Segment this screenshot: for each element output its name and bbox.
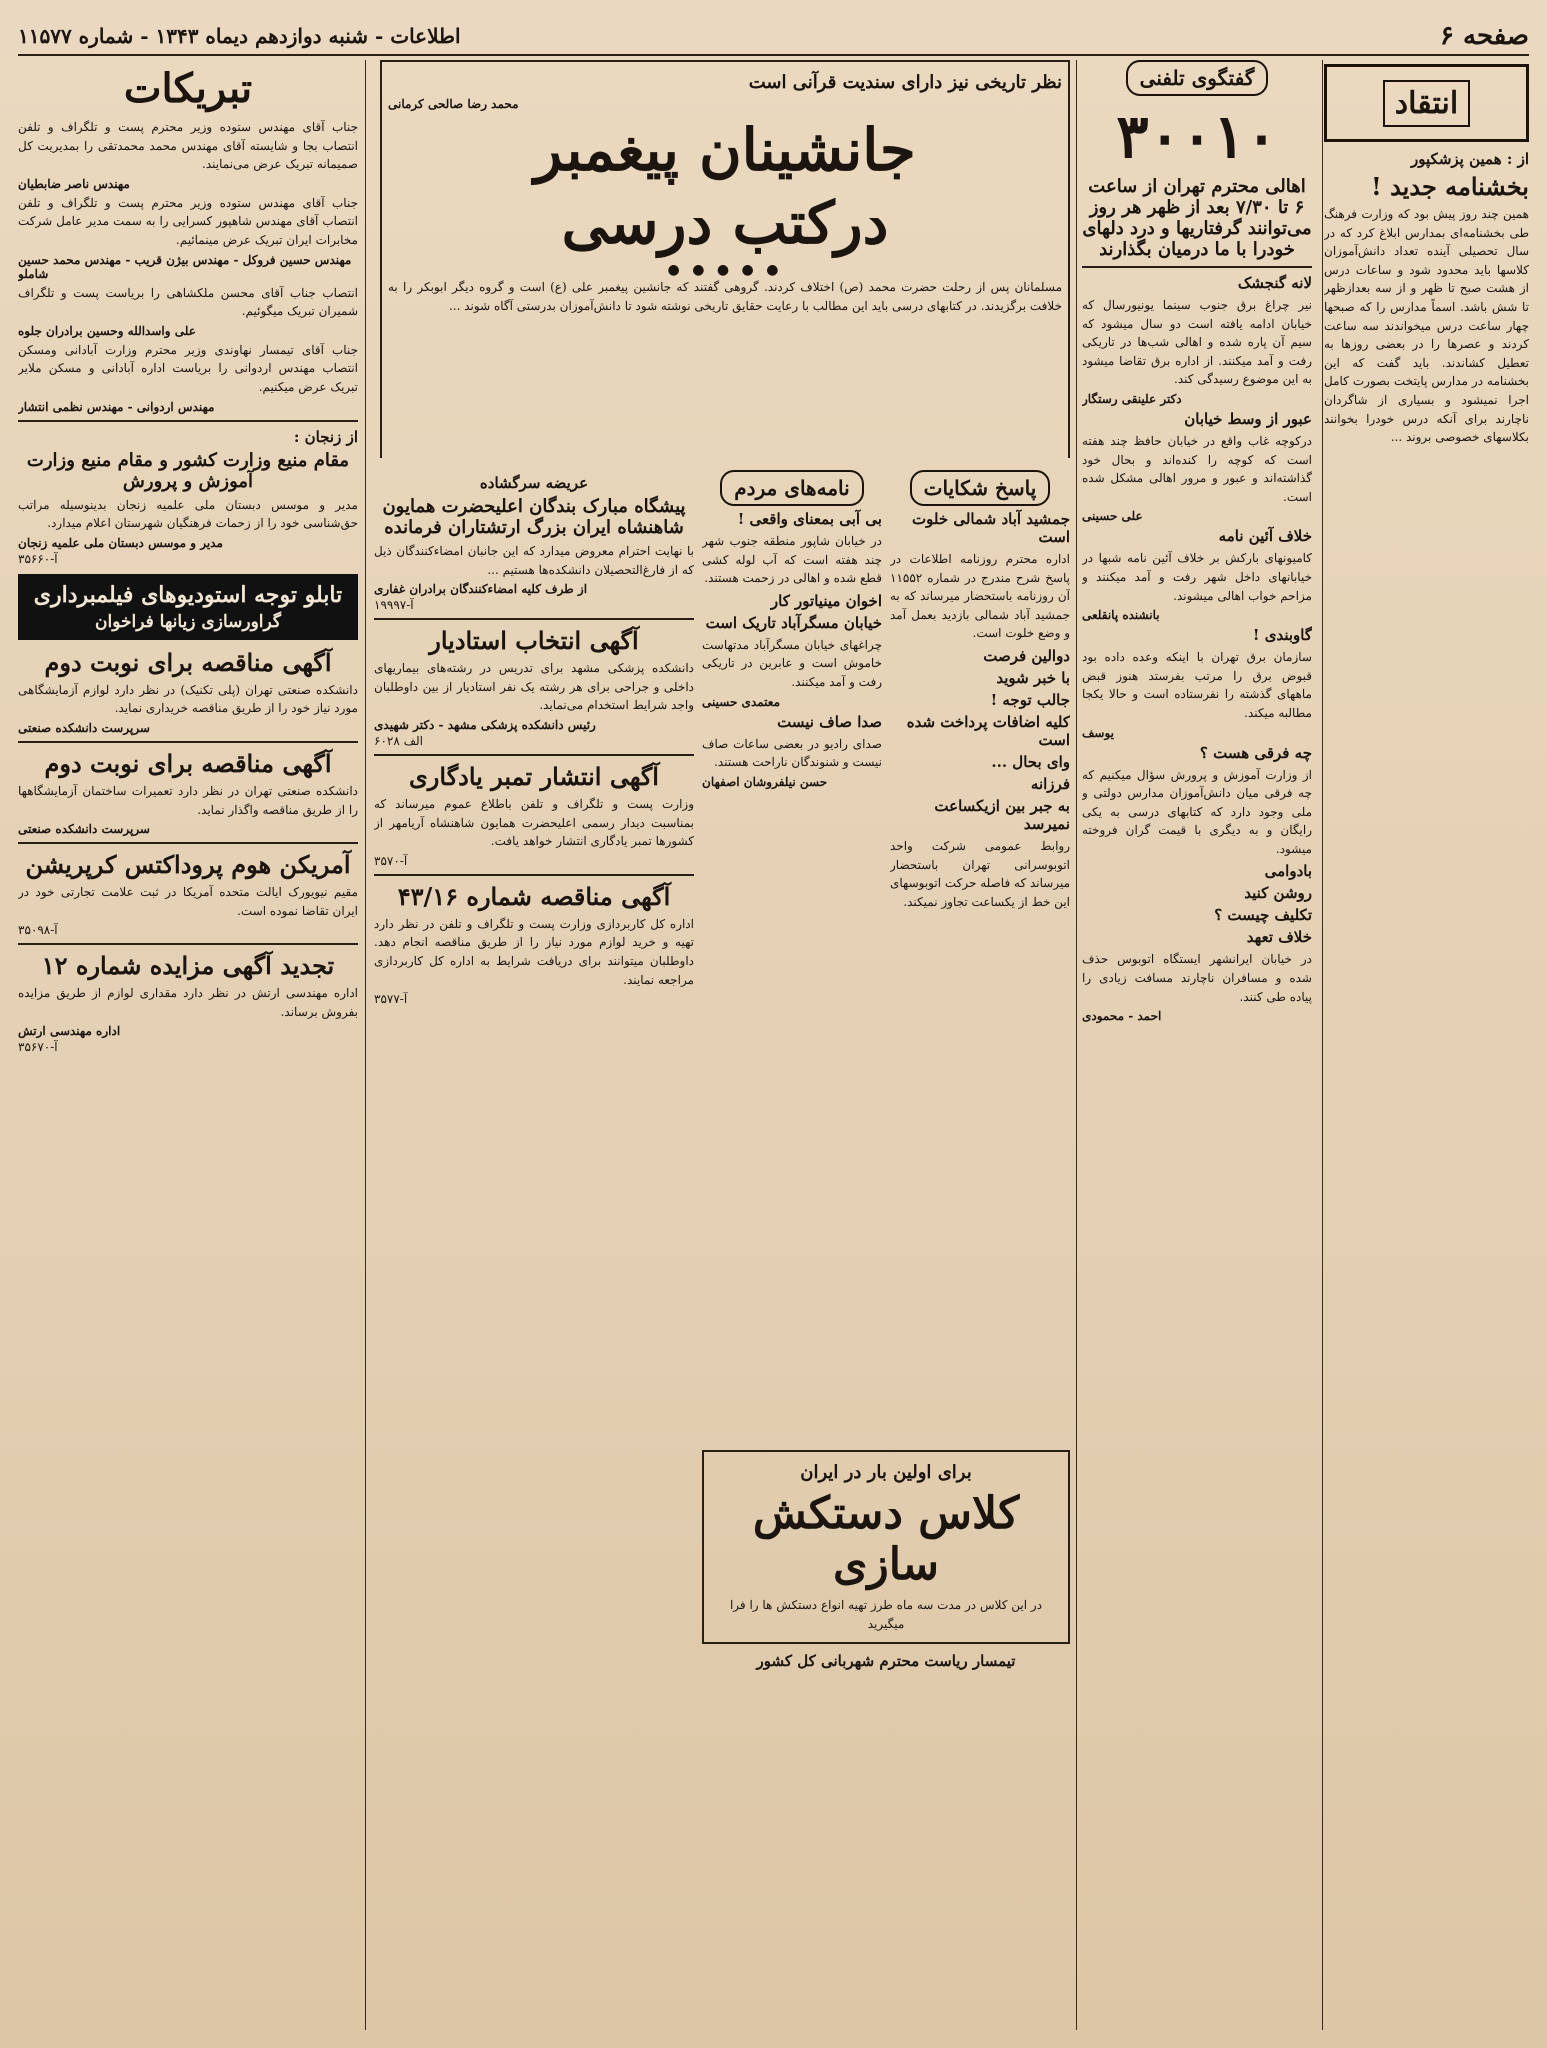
ad-code: آ-۳۵۶۶۰ — [18, 551, 58, 566]
column-notices — [374, 470, 694, 2030]
petition-signers: از طرف کلیه امضاءکنندگان برادران غفاری — [374, 582, 588, 597]
zanjan-body: مدیر و موسس دبستان ملی علمیه زنجان بدینوسیله مراتب حق‌شناسی خود را از زحمات فرهنگیان شهرستان اعلام میدارد. — [18, 497, 358, 531]
notice-body: اداره کل کاربردازی وزارت پست و تلگراف و تلفن در نظر دارد تهیه و خرید لوازم مورد نیاز را از طریق مناقصه انجام دهد. داوطلبان میتوانند برای دریافت شرایط به اداره کل کاربردازی مراجعه نمایند. — [374, 916, 694, 987]
petition-label: عریضه سرگشاده — [479, 474, 589, 492]
letter-title: صدا صاف نیست — [777, 712, 882, 731]
letter-title: خیابان مسگرآباد تاریک است — [705, 613, 882, 632]
feature-title-line1: جانشینان پیغمبر — [534, 116, 916, 184]
feature-intro: نظر تاریخی نیز دارای سندیت قرآنی است — [748, 72, 1062, 93]
article-body: همین چند روز پیش بود که وزارت فرهنگ طی بخشنامه‌ای بمدارس ابلاغ کرد که در سال تحصیلی آینده تعداد دانش‌آموزان کلاسها باید محدود شود و ساعات درس از هشت صبح تا ظهر و از سه بعدازظهر تا شش باشد. اسماً مدارس را که صبحها چهار ساعت درس میخواندند سه ساعت کردند و عصرها را در بعضی روزها به تعطیل کشاندند. باید گفت که این بخشنامه در مدارس پایتخت بصورت کامل اجرا نمیشود و بسیاری از شاگردان ناچارند برای آنکه درس خودرا بخوانند بکلاسهای خصوصی بروند ... — [1324, 207, 1529, 445]
letter-title: چه فرقی هست ؟ — [1199, 743, 1312, 762]
column-announcements — [18, 60, 358, 2030]
reply-title: به جبر بین ازیکساعت نمیرسد — [934, 796, 1070, 833]
page-number: صفحه ۶ — [1440, 21, 1529, 51]
phone-number: ۳۰۰۱۰ — [1116, 102, 1278, 172]
letter-body: سازمان برق تهران با اینکه وعده داده بود قبوض برق را مرتب بفرستد هنوز قبض ماههای گذشته را نفرستاده است و حالا یکجا مطالبه میکند. — [1082, 650, 1312, 720]
reply-title: کلیه اضافات پرداخت شده است — [906, 712, 1070, 749]
notice-body: وزارت پست و تلگراف و تلفن باطلاع عموم میرساند که بمناسبت دیدار رسمی اعلیحضرت همایون شاهنشاه آریامهر از کشورها تمبر یادگاری انتشار خواهد یافت. — [374, 796, 694, 849]
ad-code: آ-۳۵۷۷ — [374, 992, 408, 1007]
section-logo: انتقاد — [1324, 64, 1529, 142]
letter-title: خلاف آئین نامه — [1218, 527, 1312, 546]
notice-title: آگهی انتخاب استادیار — [429, 626, 639, 656]
letter-signature: یوسف — [1082, 725, 1115, 740]
column-rule — [1076, 60, 1077, 2030]
ad-title: کلاس دستکش سازی — [752, 1488, 1020, 1590]
ad-code: آ-۱۹۹۹۷ — [374, 598, 414, 613]
dateline: اطلاعات - شنبه دوازدهم دیماه ۱۳۴۳ - شماره ۱۱۵۷۷ — [18, 24, 461, 48]
letter-body: درکوچه غاب واقع در خیابان حافظ چند هفته است که کوچه را کنده‌اند و بحال خود گذاشته‌اند و عبور و مرور اهالی مشکل شده است. — [1082, 433, 1312, 504]
letter-title: بی آبی بمعنای واقعی ! — [737, 510, 882, 528]
congrats-body: جناب آقای مهندس ستوده وزیر محترم پست و تلگراف و تلفن انتصاب بجا و شایسته آقای مهندس محمد محمدتقی را بمدیریت کل صمیمانه تبریک عرض می‌نمایند. — [18, 120, 358, 172]
page-header — [18, 18, 1529, 56]
notice-title: تیمسار ریاست محترم شهربانی کل کشور — [756, 1652, 1016, 1671]
notice-body: دانشکده پزشکی مشهد برای تدریس در رشته‌های بیماریهای داخلی و جراحی برای هر رشته یک نفر استادیار از بین داوطلبان واجد شرایط استخدام می‌نماید. — [374, 661, 694, 713]
letter-signature: احمد - محمودی — [1082, 1009, 1162, 1024]
congrats-signature: مهندس حسین فروکل - مهندس بیژن قریب - مهندس محمد حسین شاملو — [18, 252, 352, 281]
auction-body: اداره مهندسی ارتش در نظر دارد مقداری لوازم از طریق مزایده بفروش برساند. — [18, 986, 358, 1019]
ad-code: آ-۳۵۶۷۰ — [18, 1040, 58, 1055]
notice-signature: رئیس دانشکده پزشکی مشهد - دکتر شهیدی — [374, 717, 596, 732]
letter-title: لانه گنجشک — [1237, 274, 1312, 292]
column-rule — [365, 60, 366, 2030]
column-criticism — [1324, 60, 1529, 2030]
letter-body: از وزارت آموزش و پرورش سؤال میکنیم که چه فرقی میان دانش‌آموزان مدارس دولتی و ملی وجود دارد که کتابهای درسی به یکی رایگان و به دیگری با قیمت گران فروخته میشود. — [1082, 767, 1312, 856]
reply-title: با خبر شوید — [996, 668, 1070, 687]
rubric-badge: پاسخ شکایات — [910, 470, 1051, 506]
feature-body: مسلمانان پس از رحلت حضرت محمد (ص) اختلاف کردند. گروهی گفتند که جانشین پیغمبر علی (ع) است و گروه دیگر ابوبکر را به خلافت برگزیدند. در کتابهای درسی باید این مطالب با رعایت حقایق تاریخی نوشته شود تا دانش‌آموزان بدرستی آگاه شوند ... — [388, 280, 1063, 313]
reply-body: روابط عمومی شرکت واحد اتوبوسرانی تهران باستحضار میرساند که فاصله حرکت اتوبوسهای این خط از یکساعت تجاوز نمیکند. — [890, 838, 1070, 909]
letter-title: گاوبندی ! — [1252, 626, 1312, 645]
letter-title: تکلیف چیست ؟ — [1214, 906, 1312, 925]
letter-title: اخوان مینیاتور کار — [770, 591, 882, 610]
auction-signature: اداره مهندسی ارتش — [18, 1024, 121, 1039]
tender-signature: سرپرست دانشکده صنعتی — [18, 822, 150, 837]
trademark-ad-body: مقیم نیویورک ایالت متحده آمریکا در ثبت علامت تجارتی خود در ایران تقاضا نموده است. — [18, 885, 358, 918]
feature-box — [380, 60, 1070, 458]
glove-class-ad — [702, 1450, 1070, 2030]
letter-signature: دکتر علینقی رستگار — [1082, 391, 1182, 406]
tender-body: دانشکده صنعتی تهران (پلی تکنیک) در نظر دارد لوازم آزمایشگاهی مورد نیاز خود را از طریق مناقصه خریداری نماید. — [18, 682, 358, 716]
congrats-body: انتصاب جناب آقای محسن ملکشاهی را بریاست پست و تلگراف شمیران تبریک میگوئیم. — [18, 285, 358, 319]
zanjan-signature: مدیر و موسس دبستان ملی علمیه زنجان — [18, 535, 223, 550]
ad-code: الف ۶۰۲۸ — [374, 733, 424, 748]
feature-article — [380, 60, 1070, 458]
letter-body: کامیونهای بارکش بر خلاف آئین نامه شبها در خیابانهای داخل شهر رفت و آمد میکنند و مزاحم خواب اهالی میشوند. — [1082, 551, 1312, 603]
notice-title: آگهی انتشار تمبر یادگاری — [409, 761, 659, 791]
reply-body: اداره محترم روزنامه اطلاعات در پاسخ شرح مندرج در شماره ۱۱۵۵۲ آن روزنامه باستحضار میرساند که به جمشید آباد شمالی بازدید بعمل آمد و وضع خلوت است. — [890, 552, 1070, 641]
ad-heading: برای اولین بار در ایران — [800, 1462, 972, 1483]
tender-body: دانشکده صنعتی تهران در نظر دارد تعمیرات ساختمان آزمایشگاهها را از طریق مناقصه واگذار نماید. — [18, 783, 358, 817]
congrats-body: جناب آقای تیمسار نهاوندی وزیر محترم وزارت آبادانی ومسکن انتصاب مهندس اردوانی را بریاست اداره آبادانی و مسکن ملایر تبریک عرض میکنیم. — [18, 342, 358, 394]
letter-signature: بانشنده پانقلعی — [1082, 608, 1160, 623]
feature-title-line2: درکتب درسی — [561, 188, 889, 257]
column-phone-letters — [1082, 60, 1312, 2030]
congrats-signature: علی واسدالله وحسین برادران جلوه — [18, 323, 196, 338]
reply-title: فرزانه — [1030, 774, 1070, 793]
black-ad-box: تابلو توجه استودیوهای فیلمبرداری گراورسازی زیانها فراخوان — [18, 574, 358, 640]
letter-body: چراغهای خیابان مسگرآباد مدتهاست خاموش است و عابرین در تاریکی رفت و آمد میکنند. — [702, 637, 882, 689]
reply-title: وای بحال ... — [991, 752, 1070, 771]
ad-code: آ-۳۵۷۰ — [374, 853, 408, 868]
reply-title: دوالین فرصت — [983, 646, 1070, 665]
letter-signature: معتمدی حسینی — [702, 694, 781, 709]
tender-title: آگهی مناقصه برای نوبت دوم — [44, 748, 332, 778]
phone-note: اهالی محترم تهران از ساعت ۶ تا ۷/۳۰ بعد از ظهر هر روز می‌توانند گرفتاریها و درد دلهای خودرا با ما درمیان بگذارند — [1082, 176, 1312, 260]
zanjan-heading: از زنجان : — [293, 427, 358, 446]
congrats-signature: مهندس اردوانی - مهندس نظمی انتشار — [18, 399, 215, 414]
trademark-ad-title: آمریکن هوم پروداکتس کرپریشن — [25, 850, 351, 880]
letter-signature: حسن نیلفروشان اصفهان — [702, 774, 828, 789]
author-line: از : همین پزشکپور — [1411, 150, 1529, 168]
rubric-badge: نامه‌های مردم — [720, 470, 863, 506]
zanjan-title: مقام منیع وزارت کشور و مقام منیع وزارت آموزش و پرورش — [26, 449, 350, 492]
feature-author: محمد رضا صالحی کرمانی — [388, 97, 519, 111]
ad-code: آ-۳۵۰۹۸ — [18, 923, 58, 938]
petition-heading: پیشگاه مبارک بندگان اعلیحضرت همایون شاهنشاه ایران بزرگ ارتشتاران فرمانده — [382, 496, 686, 538]
letter-body: نیر چراغ برق جنوب سینما یونیورسال که خیابان ادامه یافته است دو سال میشود که سیم آن پاره شده و اهالی شب‌ها در تاریکی رفت و آمد میکنند. از اداره برق تقاضا میشود به این موضوع رسیدگی کند. — [1082, 298, 1312, 387]
reply-title: جمشید آباد شمالی خلوت است — [912, 510, 1070, 546]
letter-title: عبور از وسط خیابان — [1184, 409, 1312, 428]
congrats-title: تبریکات — [123, 65, 253, 112]
column-peoples-letters — [702, 470, 882, 1448]
ad-body: در این کلاس در مدت سه ماه طرز تهیه انواع دستکش ها را فرا میگیرید — [729, 1598, 1043, 1631]
congrats-body: جناب آقای مهندس ستوده وزیر محترم پست و تلگراف و تلفن انتصاب آقای مهندس شاهپور کسرایی را به سمت مدیر عامل شرکت مخابرات ایران تبریک عرض مینمائیم. — [18, 195, 358, 247]
reply-title: جالب توجه ! — [990, 690, 1070, 709]
notice-title: آگهی مناقصه شماره ۴۳/۱۶ — [397, 881, 671, 911]
petition-body: با نهایت احترام معروض میدارد که این جانبان امضاءکنندگان ذیل که از فارغ‌التحصیلان دانشکده‌ها هستیم ... — [374, 544, 694, 577]
letter-title: روشن کنید — [1244, 884, 1312, 903]
congrats-signature: مهندس ناصر ضابطیان — [18, 176, 130, 191]
ornament: ● ● ● ● ● — [667, 262, 783, 279]
letter-signature: علی حسینی — [1082, 509, 1143, 524]
phone-feature-badge: گفتگوی تلفنی — [1126, 60, 1269, 96]
letter-title: بادوامی — [1264, 862, 1312, 881]
letter-title: خلاف تعهد — [1246, 928, 1312, 947]
letter-body: در خیابان شاپور منطقه جنوب شهر چند هفته است که آب لوله کشی قطع شده و اهالی در زحمت هستند. — [702, 534, 882, 586]
letter-body: در خیابان ایرانشهر ایستگاه اتوبوس حذف شده و مسافران ناچارند مسافت زیادی را پیاده طی کنند. — [1082, 952, 1312, 1004]
tender-signature: سرپرست دانشکده صنعتی — [18, 720, 150, 735]
letter-body: صدای رادیو در بعضی ساعات صاف نیست و شنوندگان ناراحت هستند. — [702, 736, 882, 770]
auction-title: تجدید آگهی مزایده شماره ۱۲ — [41, 951, 335, 981]
tender-title: آگهی مناقصه برای نوبت دوم — [44, 647, 332, 677]
article-title: بخشنامه جدید ! — [1371, 172, 1529, 201]
column-rule — [1322, 60, 1323, 2030]
